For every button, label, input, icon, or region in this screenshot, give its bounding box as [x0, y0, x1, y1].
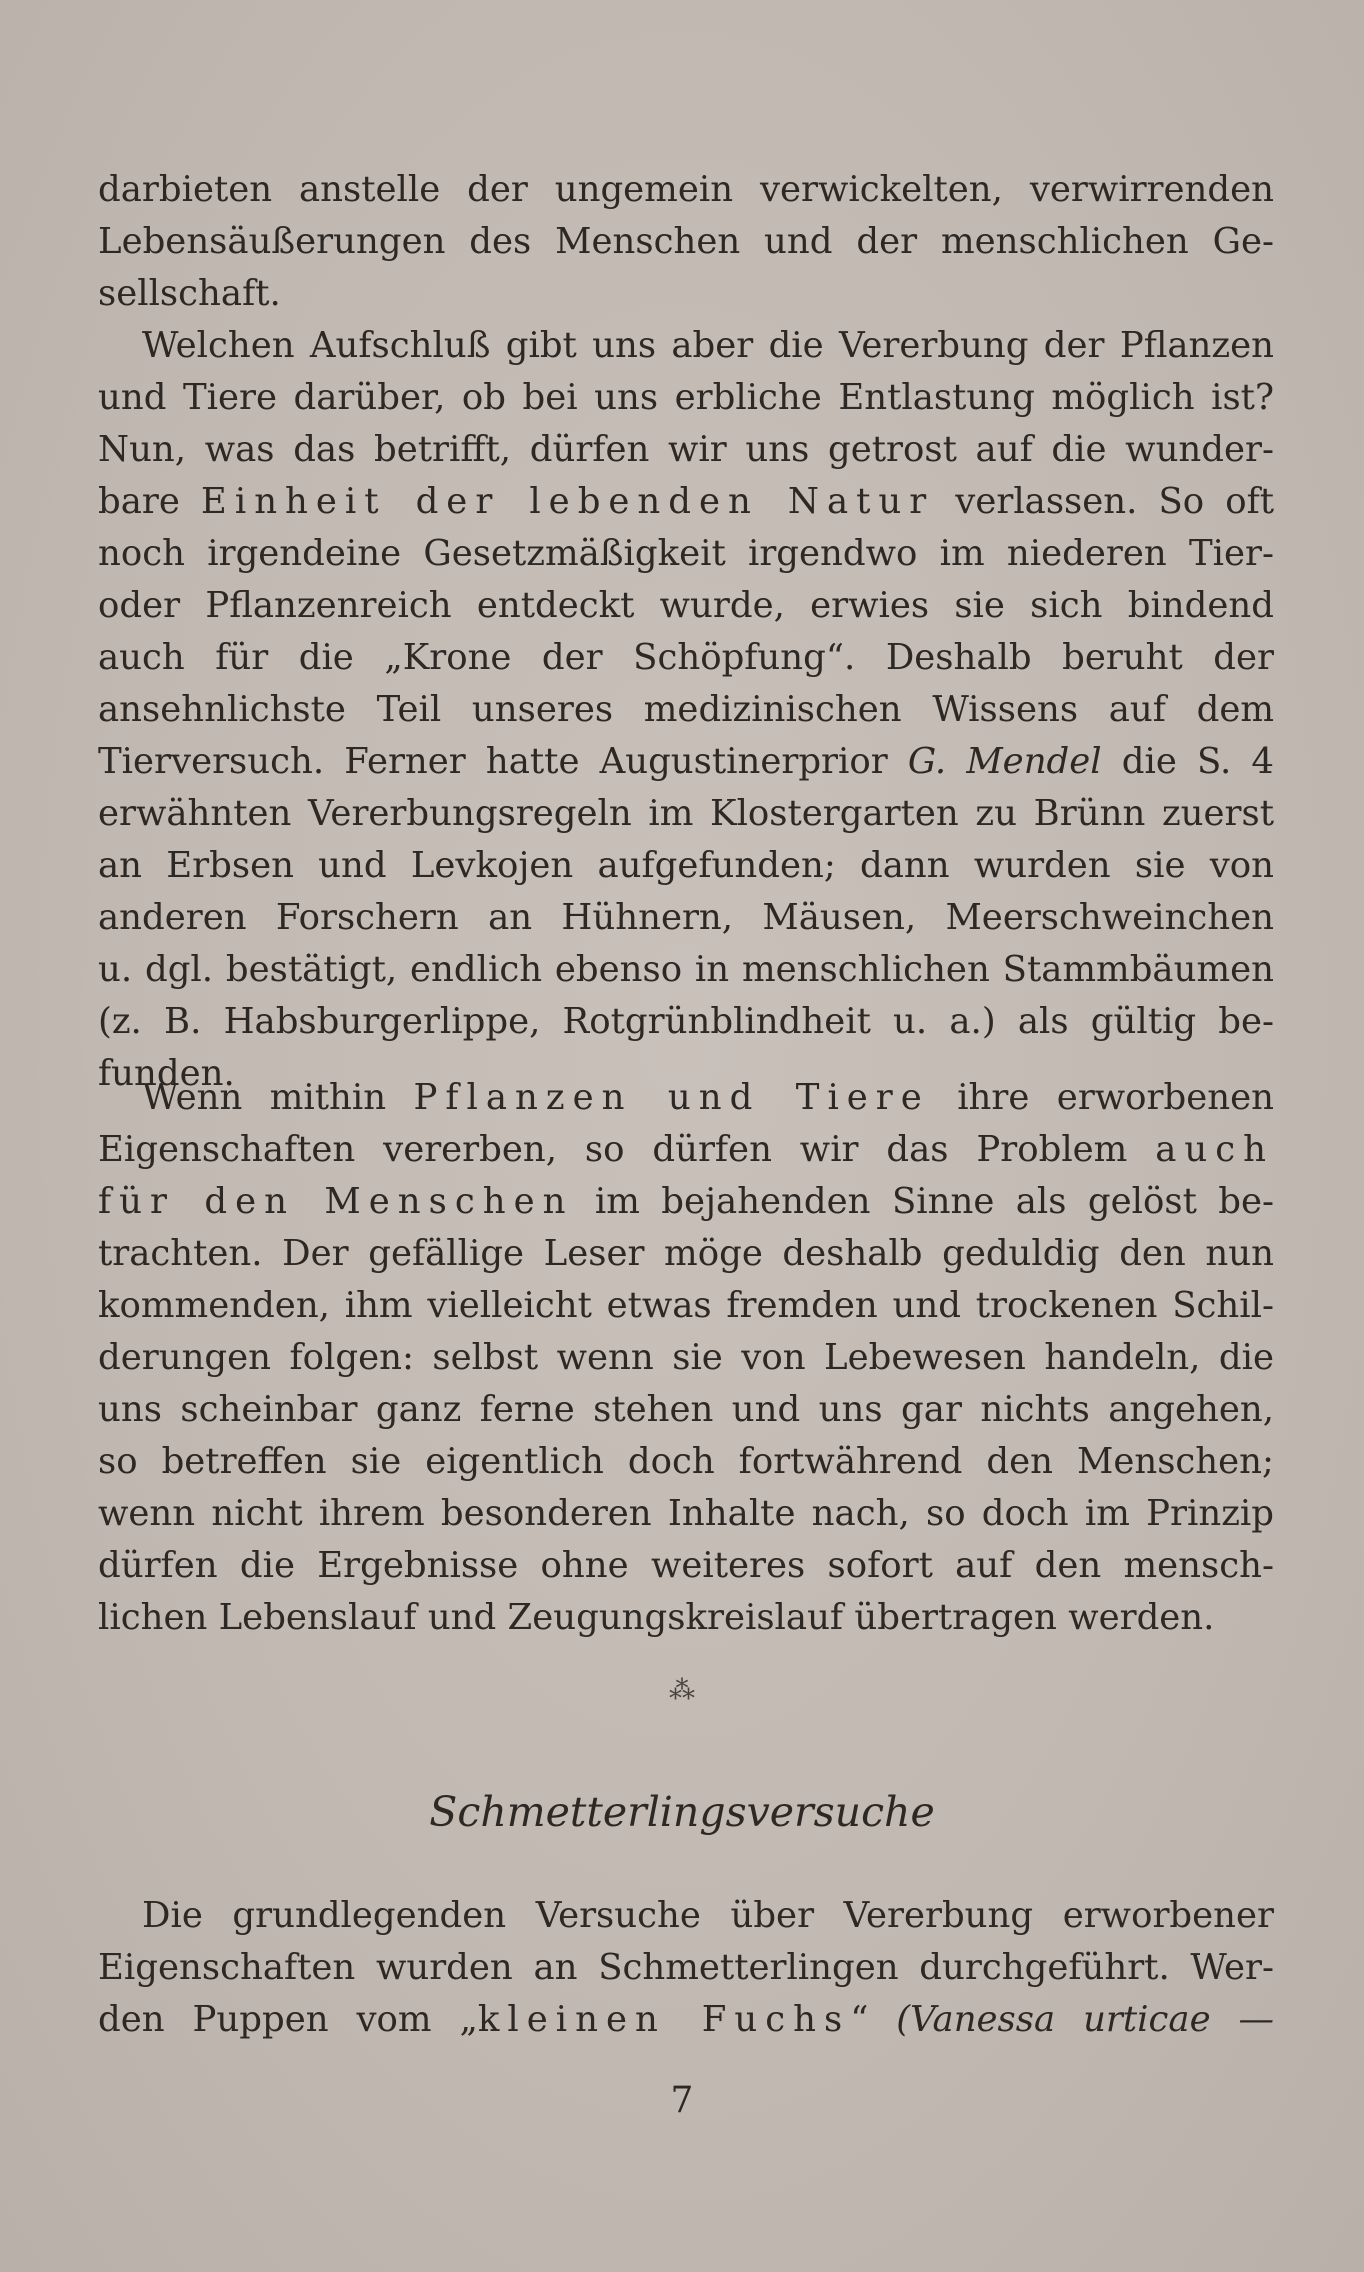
italic-species: (Vanessa urticae — [896, 1999, 1274, 2040]
spaced-emphasis: Einheit der lebenden Natur [200, 481, 935, 522]
text-line: darbieten anstelle der ungemein verwickelten, verwirrenden [98, 169, 1274, 210]
text-line: noch irgendeine Gesetzmäßigkeit irgendwo im niederen Tier- [98, 533, 1274, 574]
text-line: den Puppen vom „kleinen Fuchs“ (Vanessa urticae — [98, 1999, 1274, 2040]
text-line: und Tiere darüber, ob bei uns erbliche Entlastung möglich ist? [98, 377, 1274, 418]
paragraph-4 [98, 1890, 1274, 2046]
text-line: Lebensäußerungen des Menschen und der menschlichen Ge- [98, 221, 1274, 262]
spaced-emphasis: Pflanzen und Tiere [413, 1077, 930, 1118]
text-line: kommenden, ihm vielleicht etwas fremden und trockenen Schil- [98, 1285, 1274, 1326]
text-line: derungen folgen: selbst wenn sie von Lebewesen handeln, die [98, 1337, 1274, 1378]
text-line: u. dgl. bestätigt, endlich ebenso in menschlichen Stammbäumen [98, 949, 1274, 990]
text-line: Die grundlegenden Versuche über Vererbung erworbener [142, 1895, 1274, 1936]
text-line: dürfen die Ergebnisse ohne weiteres sofort auf den mensch- [98, 1545, 1274, 1586]
text-line: wenn nicht ihrem besonderen Inhalte nach, so doch im Prinzip [98, 1493, 1274, 1534]
text-line: Welchen Aufschluß gibt uns aber die Vererbung der Pflanzen [142, 325, 1274, 366]
text-line: (z. B. Habsburgerlippe, Rotgrünblindheit u. a.) als gültig be- [98, 1001, 1274, 1042]
text-line: trachten. Der gefällige Leser möge deshalb geduldig den nun [98, 1233, 1274, 1274]
spaced-emphasis: für den Menschen [98, 1181, 574, 1222]
text-line: funden. [98, 1053, 235, 1094]
page-number: 7 [670, 2080, 694, 2121]
section-heading: Schmetterlingsversuche [429, 1788, 935, 1836]
text-line: sellschaft. [98, 273, 281, 314]
paragraph-3 [98, 1072, 1274, 1644]
text-line: anderen Forschern an Hühnern, Mäusen, Meerschweinchen [98, 897, 1274, 938]
paragraph-1 [98, 164, 1274, 320]
text-line: auch für die „Krone der Schöpfung“. Deshalb beruht der [98, 637, 1274, 678]
text-line: Eigenschaften wurden an Schmetterlingen durchgeführt. Wer- [98, 1947, 1274, 1988]
text-line: erwähnten Vererbungsregeln im Klostergarten zu Brünn zuerst [98, 793, 1274, 834]
text-line: an Erbsen und Levkojen aufgefunden; dann wurden sie von [98, 845, 1274, 886]
text-line: Wenn mithin Pflanzen und Tiere ihre erworbenen [142, 1077, 1274, 1118]
text-line: oder Pflanzenreich entdeckt wurde, erwies sie sich bindend [98, 585, 1274, 626]
text-line: für den Menschen im bejahenden Sinne als gelöst be- [98, 1181, 1274, 1222]
text-line: Tierversuch. Ferner hatte Augustinerprior G. Mendel die S. 4 [98, 741, 1274, 782]
spaced-emphasis: kleinen Fuchs [477, 1999, 851, 2040]
paragraph-2 [98, 320, 1274, 1100]
text-line: Nun, was das betrifft, dürfen wir uns getrost auf die wunder- [98, 429, 1274, 470]
section-ornament: ⁂ [669, 1676, 695, 1706]
text-line: so betreffen sie eigentlich doch fortwährend den Menschen; [98, 1441, 1274, 1482]
text-line: uns scheinbar ganz ferne stehen und uns gar nichts angehen, [98, 1389, 1274, 1430]
italic-name: G. Mendel [907, 741, 1102, 782]
text-line: bare Einheit der lebenden Natur verlassen. So oft [98, 481, 1274, 522]
text-line: ansehnlichste Teil unseres medizinischen Wissens auf dem [98, 689, 1274, 730]
text-line: lichen Lebenslauf und Zeugungskreislauf übertragen werden. [98, 1597, 1215, 1638]
text-line: Eigenschaften vererben, so dürfen wir das Problem auch [98, 1129, 1274, 1170]
spaced-emphasis: auch [1155, 1129, 1274, 1170]
